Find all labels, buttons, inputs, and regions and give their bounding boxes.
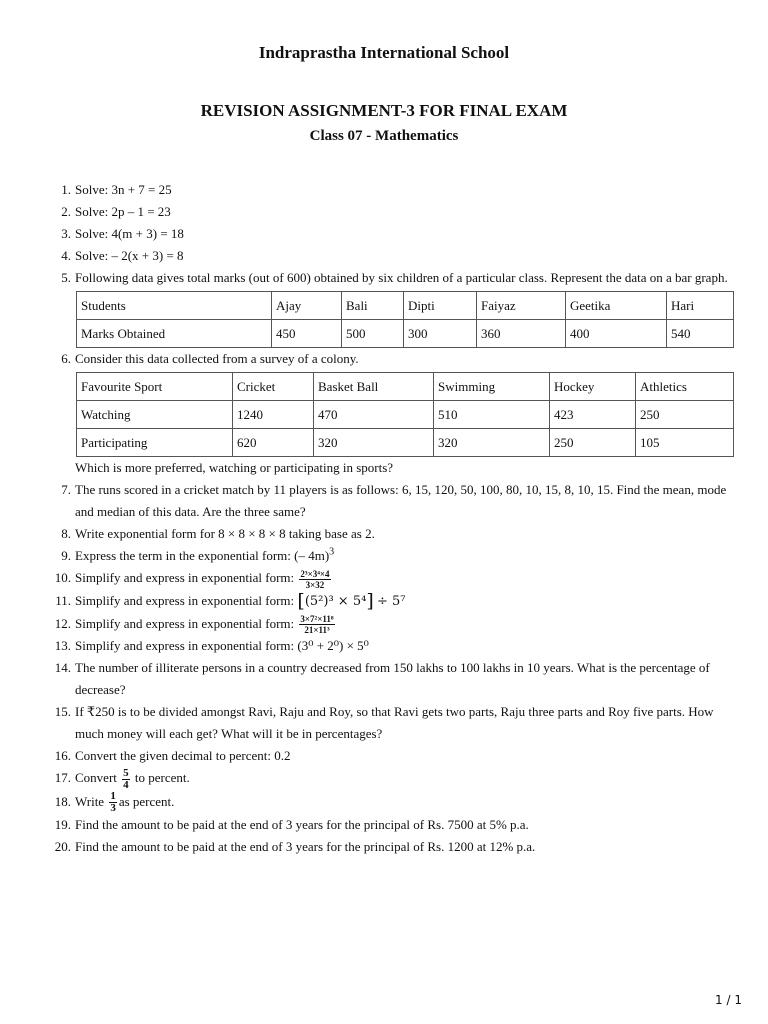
question-6: 6. Consider this data collected from a survey of a colony. Favourite Sport Cricket Basket Ball Swimming Hockey Athletics Watching 1240 470 510 423 250 Participating 620 320 320 250 105 Which is more preferred, watching or participating in sports? xyxy=(75,348,735,479)
sports-table xyxy=(76,372,734,457)
table-cell: 400 xyxy=(566,320,667,348)
question-10-text: Simplify and express in exponential form: xyxy=(75,570,298,585)
table-row xyxy=(77,401,734,429)
question-6-text: Consider this data collected from a survey of a colony. xyxy=(75,351,359,366)
question-13: 13. Simplify and express in exponential form: (3⁰ + 2⁰) × 5⁰ xyxy=(54,638,369,654)
question-16: 16. Convert the given decimal to percent: 0.2 xyxy=(54,748,291,764)
question-11-text: Simplify and express in exponential form: xyxy=(75,592,298,608)
question-9-exponent: 3 xyxy=(329,546,335,558)
question-10: 10. Simplify and express in exponential form: $\frac{\text{2³×3⁴×4}}{3\times 32}$ xyxy=(54,568,330,590)
fraction-denominator: 3×32 xyxy=(305,579,325,590)
question-7: 7. The runs scored in a cricket match by 11 players is as follows: 6, 15, 120, 50, 100, 80, 10, 15, 8, 10, 15. Find the mean, mode and median of this data. Are the three same? xyxy=(61,482,727,519)
table-cell: Hockey xyxy=(550,373,636,401)
question-12-text: Simplify and express in exponential form: xyxy=(75,615,298,631)
question-17-text-a: Convert xyxy=(75,770,121,786)
question-14: 14. The number of illiterate persons in a country decreased from 150 lakhs to 100 lakhs in 10 years. What is the percentage of decrease? xyxy=(54,660,710,698)
question-18-text-b: as percent. xyxy=(118,793,175,809)
table-cell: 500 xyxy=(342,320,404,348)
table-row xyxy=(77,373,734,401)
table-cell: 360 xyxy=(477,320,566,348)
question-5-text: Following data gives total marks (out of 600) obtained by six children of a particular class. Represent the data on a bar graph. xyxy=(75,270,728,285)
fraction-denominator: 21×11³ xyxy=(304,625,330,636)
table-row xyxy=(77,320,734,348)
question-17: 17. Convert $\frac{5}{4}$ to percent. xyxy=(54,766,190,791)
question-17-fraction xyxy=(122,768,130,791)
table-row xyxy=(77,429,734,457)
fraction-numerator: 5 xyxy=(123,766,129,779)
question-11-expression: (5²)³ × 5⁴ xyxy=(304,593,367,609)
question-5: 5. Following data gives total marks (out of 600) obtained by six children of a particular class. Represent the data on a bar graph. Students Ajay Bali Dipti Faiyaz Geetika Hari Marks Obtained 450 500 300 360 400 540 xyxy=(75,267,735,348)
class-subject: Class 07 - Mathematics xyxy=(309,128,459,144)
left-bracket-icon: [ xyxy=(297,589,305,612)
question-4: 4. Solve: – 2(x + 3) = 8 xyxy=(61,248,184,263)
table-cell: Cricket xyxy=(233,373,314,401)
page-indicator: 1 / 1 xyxy=(715,993,742,1007)
assignment-title: REVISION ASSIGNMENT-3 FOR FINAL EXAM xyxy=(200,101,568,120)
question-18-text-a: Write xyxy=(75,793,108,809)
question-6-followup: Which is more preferred, watching or participating in sports? xyxy=(75,460,394,475)
table-cell: Athletics xyxy=(636,373,734,401)
question-15: 15. If ₹250 is to be divided amongst Ravi, Raju and Roy, so that Ravi gets two parts, Raju three parts and Roy five parts. How much money will each get? What will it be in percentages? xyxy=(54,704,714,742)
question-15-text: If ₹250 is to be divided amongst Ravi, Raju and Roy, so that Ravi gets two parts, Raju three parts and Roy five parts. How much money will each get? What will it be in percentages? xyxy=(75,704,714,742)
table-cell: 250 xyxy=(636,401,734,429)
question-17-text-b: to percent. xyxy=(131,770,190,786)
question-9-text: Express the term in the exponential form: xyxy=(75,548,295,563)
question-16-text: Convert the given decimal to percent: 0.2 xyxy=(75,748,291,764)
question-7-text: The runs scored in a cricket match by 11 players is as follows: 6, 15, 120, 50, 100, 80, 10, 15, 8, 10, 15. Find the mean, mode and median of this data. Are the three same? xyxy=(75,482,727,519)
table-cell: 450 xyxy=(272,320,342,348)
table-cell: Swimming xyxy=(434,373,550,401)
table-row xyxy=(77,292,734,320)
question-12: 12. Simplify and express in exponential form: $\frac{\text{3×7²×11⁸}}{\text{21×11³}}$ xyxy=(54,614,334,636)
question-4-text: Solve: – 2(x + 3) = 8 xyxy=(75,248,184,263)
table-cell: Participating xyxy=(77,429,233,457)
table-cell: 300 xyxy=(404,320,477,348)
question-20-text: Find the amount to be paid at the end of 3 years for the principal of Rs. 1200 at 12% p.a. xyxy=(75,839,536,855)
fraction-denominator: 3 xyxy=(110,802,116,815)
table-cell: 250 xyxy=(550,429,636,457)
right-bracket-icon: ] xyxy=(366,589,374,612)
question-1-text: Solve: 3n + 7 = 25 xyxy=(75,182,172,197)
question-9-expression: (– 4m) xyxy=(294,548,330,563)
table-cell: Basket Ball xyxy=(314,373,434,401)
table-cell: Hari xyxy=(667,292,734,320)
table-cell: 320 xyxy=(434,429,550,457)
question-9: 9. Express the term in the exponential form: (– 4m)$^3$ xyxy=(61,546,335,563)
table-cell: Watching xyxy=(77,401,233,429)
fraction-numerator: 1 xyxy=(110,790,116,803)
table-cell: Dipti xyxy=(404,292,477,320)
question-19: 19. Find the amount to be paid at the end of 3 years for the principal of Rs. 7500 at 5% p.a. xyxy=(54,817,529,833)
question-10-fraction xyxy=(299,569,330,590)
table-cell: 540 xyxy=(667,320,734,348)
table-cell: Favourite Sport xyxy=(77,373,233,401)
fraction-numerator: 2³×3⁴×4 xyxy=(300,568,330,579)
question-2-text: Solve: 2p – 1 = 23 xyxy=(75,204,171,219)
table-cell: 320 xyxy=(314,429,434,457)
marks-table xyxy=(76,291,734,348)
question-19-text: Find the amount to be paid at the end of 3 years for the principal of Rs. 7500 at 5% p.a. xyxy=(75,817,529,833)
question-18: 18. Write $\frac{1}{3}$ as percent. xyxy=(54,790,175,815)
table-cell: 620 xyxy=(233,429,314,457)
question-11-divisor: ÷ 5⁷ xyxy=(376,593,406,609)
table-cell: 423 xyxy=(550,401,636,429)
question-8: 8. Write exponential form for 8 × 8 × 8 × 8 taking base as 2. xyxy=(61,526,375,541)
question-3-text: Solve: 4(m + 3) = 18 xyxy=(75,226,184,241)
fraction-denominator: 4 xyxy=(123,778,129,791)
table-cell: 470 xyxy=(314,401,434,429)
school-name: Indraprastha International School xyxy=(258,43,510,62)
table-cell: Marks Obtained xyxy=(77,320,272,348)
question-list xyxy=(54,179,735,858)
table-cell: Bali xyxy=(342,292,404,320)
question-12-fraction xyxy=(299,614,334,635)
question-20: 20. Find the amount to be paid at the end of 3 years for the principal of Rs. 1200 at 12% p.a. xyxy=(54,839,536,855)
question-8-text: Write exponential form for 8 × 8 × 8 × 8 taking base as 2. xyxy=(75,526,375,541)
question-13-text: Simplify and express in exponential form: (3⁰ + 2⁰) × 5⁰ xyxy=(75,638,369,654)
table-cell: Faiyaz xyxy=(477,292,566,320)
table-cell: 510 xyxy=(434,401,550,429)
question-3: 3. Solve: 4(m + 3) = 18 xyxy=(61,226,184,241)
fraction-numerator: 3×7²×11⁸ xyxy=(300,614,334,625)
table-cell: 105 xyxy=(636,429,734,457)
question-14-text: The number of illiterate persons in a country decreased from 150 lakhs to 100 lakhs in 10 years. What is the percentage of decrease? xyxy=(75,660,710,698)
question-1: 1. Solve: 3n + 7 = 25 xyxy=(61,182,172,197)
table-cell: Geetika xyxy=(566,292,667,320)
question-18-fraction xyxy=(109,791,117,814)
table-cell: Students xyxy=(77,292,272,320)
table-cell: 1240 xyxy=(233,401,314,429)
question-11: 11. Simplify and express in exponential form: [(5²)³ × 5⁴] ÷ 5⁷ xyxy=(55,589,406,612)
question-2: 2. Solve: 2p – 1 = 23 xyxy=(61,204,171,219)
table-cell: Ajay xyxy=(272,292,342,320)
